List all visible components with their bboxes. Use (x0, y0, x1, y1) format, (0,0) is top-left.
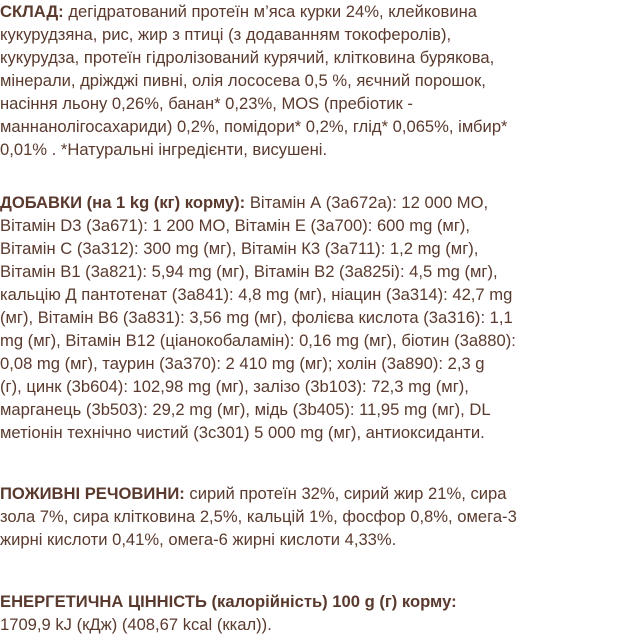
additives-line-11: метіонін технічно чистий (3c301) 5 000 mg (мг), антиоксиданти. (0, 423, 485, 442)
additives-line-8: 0,08 mg (мг), таурин (3a370): 2 410 mg (мг); холін (3a890): 2,3 g (0, 354, 485, 373)
additives-line-1: ДОБАВКИ (на 1 kg (кг) корму): Вітамін А (3a672a): 12 000 МО, (0, 193, 489, 212)
energy-value-line: 1709,9 kJ (кДж) (408,67 kcal (ккал)). (0, 615, 272, 634)
composition-heading: СКЛАД: (0, 2, 64, 21)
additives-line-2: Вітамін D3 (3a671): 1 200 МО, Вітамін Е (3a700): 600 mg (мг), (0, 216, 471, 235)
additives-line-5: кальцію Д пантотенат (3a841): 4,8 mg (мг), ніацин (3a314): 42,7 mg (0, 285, 513, 304)
energy-heading: ЕНЕРГЕТИЧНА ЦІННІСТЬ (калорійність) 100 g (г) корму: (0, 592, 457, 611)
additives-line-9: (г), цинк (3b604): 102,98 mg (мг), залізо (3b103): 72,3 mg (мг), (0, 377, 469, 396)
composition-line-1: СКЛАД: дегідратований протеїн м’яса курки 24%, клейковина (0, 2, 478, 21)
composition-line-5: насіння льону 0,26%, банан* 0,23%, MOS (пребіотик - (0, 94, 413, 113)
composition-line-4: мінерали, дріжджі пивні, олія лососева 0,5 %, яєчний порошок, (0, 71, 486, 90)
energy-section (0, 590, 630, 636)
nutrients-line-1: ПОЖИВНІ РЕЧОВИНИ: сирий протеїн 32%, сирий жир 21%, сира (0, 484, 507, 503)
composition-section (0, 0, 630, 161)
composition-line-7: 0,01% . *Натуральні інгредієнти, висушені. (0, 140, 328, 159)
nutrients-section (0, 482, 630, 551)
nutrients-line-2: зола 7%, сира клітковина 2,5%, кальцій 1%, фосфор 0,8%, омега-3 (0, 507, 517, 526)
additives-line-6: (мг), Вітамін В6 (3a831): 3,56 mg (мг), фолієва кислота (3a316): 1,1 (0, 308, 513, 327)
additives-line-4: Вітамін В1 (3a821): 5,94 mg (мг), Вітамін В2 (3a825i): 4,5 mg (мг), (0, 262, 498, 281)
composition-line-2: кукурудзяна, рис, жир з птиці (з додаванням токоферолів), (0, 25, 452, 44)
additives-line-10: марганець (3b503): 29,2 mg (мг), мідь (3b405): 11,95 mg (мг), DL (0, 400, 491, 419)
additives-section (0, 191, 630, 444)
nutrients-line-3: жирні кислоти 0,41%, омега-6 жирні кислоти 4,33%. (0, 530, 397, 549)
additives-heading: ДОБАВКИ (на 1 kg (кг) корму): (0, 193, 246, 212)
composition-line-3: кукурудза, протеїн гідролізований курячий, клітковина бурякова, (0, 48, 495, 67)
additives-line-3: Вітамін С (3a312): 300 mg (мг), Вітамін К3 (3a711): 1,2 mg (мг), (0, 239, 479, 258)
nutrients-heading: ПОЖИВНІ РЕЧОВИНИ: (0, 484, 185, 503)
composition-line-6: маннанолігосахариди) 0,2%, помідори* 0,2%, глід* 0,065%, імбир* (0, 117, 508, 136)
additives-line-7: mg (мг), Вітамін В12 (ціанокобаламін): 0,16 mg (мг), біотин (3a880): (0, 331, 516, 350)
